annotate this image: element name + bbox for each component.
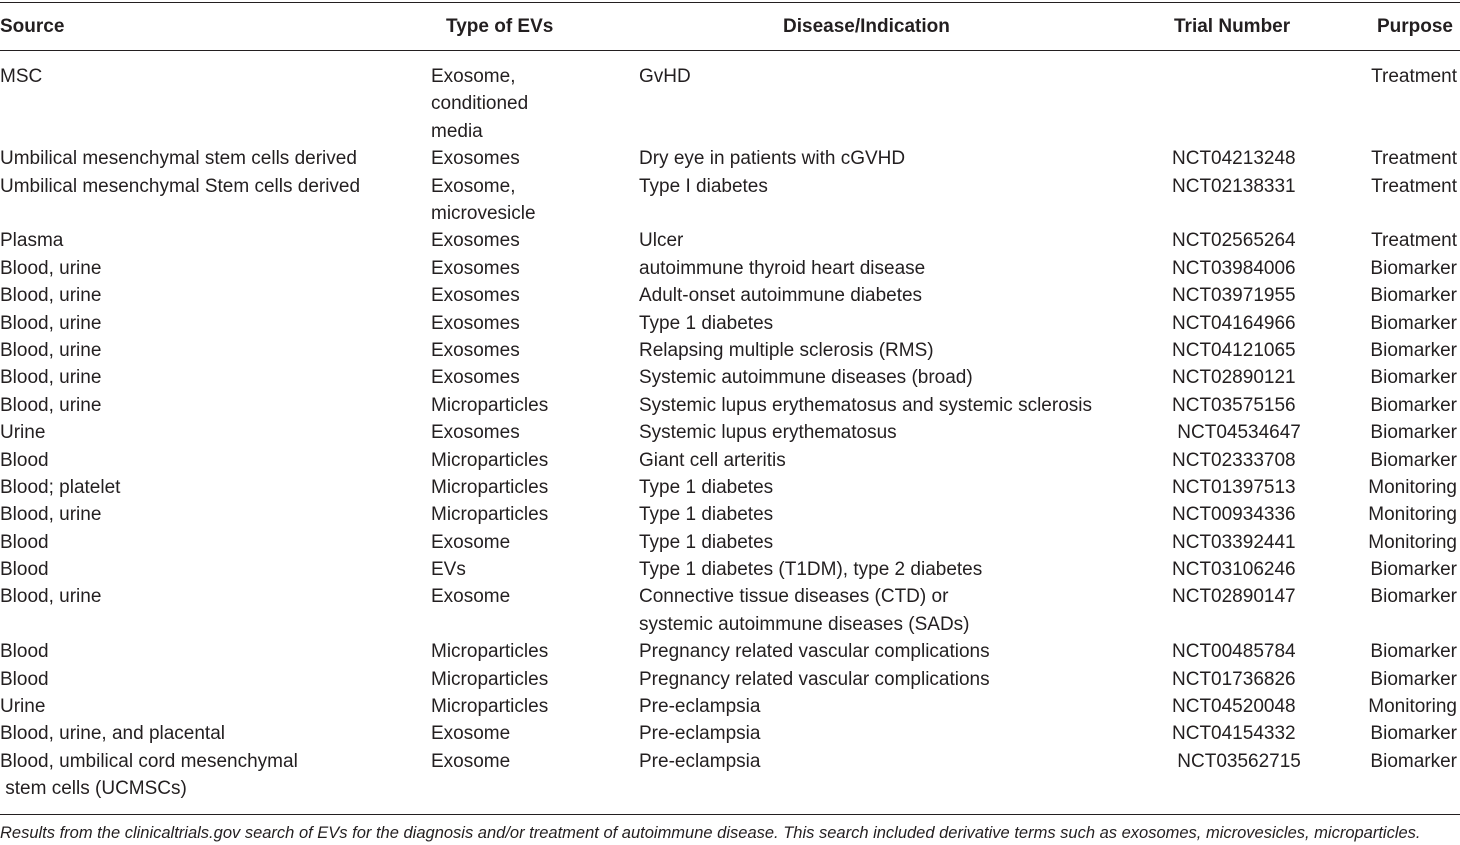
cell-disease-indication: Pregnancy related vascular complications: [639, 641, 990, 663]
cell-trial-number: NCT02890121: [1172, 367, 1296, 389]
cell-trial-number: NCT03106246: [1172, 559, 1296, 581]
cell-source: Blood: [0, 668, 49, 690]
cell-type-of-evs: Microparticles: [431, 394, 549, 416]
cell-disease-indication: Connective tissue diseases (CTD) or systemic autoimmune diseases (SADs): [639, 586, 970, 635]
cell-purpose: Biomarker: [1370, 723, 1457, 745]
cell-disease-indication: Systemic lupus erythematosus and systemic sclerosis: [639, 394, 1092, 416]
cell-type-of-evs: Exosomes: [431, 285, 520, 307]
cell-trial-number: NCT04164966: [1172, 312, 1296, 334]
cell-type-of-evs: Exosomes: [431, 367, 520, 389]
cell-trial-number: NCT03971955: [1172, 285, 1296, 307]
table-row: [0, 720, 1460, 747]
cell-purpose: Monitoring: [1368, 504, 1457, 526]
cell-disease-indication: autoimmune thyroid heart disease: [639, 257, 926, 279]
cell-source: Blood, urine, and placental: [0, 723, 225, 745]
cell-purpose: Treatment: [1371, 175, 1457, 197]
table-row: [0, 310, 1460, 337]
table-row: [0, 255, 1460, 282]
cell-type-of-evs: Exosome: [431, 750, 511, 772]
table-row: [0, 63, 1460, 145]
cell-purpose: Biomarker: [1370, 449, 1457, 471]
cell-source: Blood: [0, 531, 49, 553]
cell-trial-number: NCT04154332: [1172, 723, 1296, 745]
cell-trial-number: NCT02333708: [1172, 449, 1296, 471]
cell-type-of-evs: Microparticles: [431, 696, 549, 718]
cell-purpose: Biomarker: [1370, 339, 1457, 361]
cell-source: Blood; platelet: [0, 476, 121, 498]
cell-source: Blood, urine: [0, 257, 102, 279]
cell-purpose: Biomarker: [1370, 750, 1457, 772]
cell-disease-indication: Ulcer: [639, 230, 684, 252]
cell-purpose: Biomarker: [1370, 394, 1457, 416]
cell-source: Blood, urine: [0, 394, 102, 416]
cell-type-of-evs: Microparticles: [431, 449, 549, 471]
table-row: [0, 364, 1460, 391]
cell-source: Umbilical mesenchymal Stem cells derived: [0, 175, 361, 197]
cell-source: Blood, urine: [0, 285, 102, 307]
header-source: Source: [0, 16, 65, 37]
cell-source: Blood, urine: [0, 312, 102, 334]
table-row: [0, 583, 1460, 638]
table-row: [0, 501, 1460, 528]
cell-disease-indication: Type 1 diabetes: [639, 312, 774, 334]
cell-purpose: Biomarker: [1370, 586, 1457, 608]
cell-disease-indication: Type 1 diabetes (T1DM), type 2 diabetes: [639, 559, 983, 581]
cell-disease-indication: Pregnancy related vascular complications: [639, 668, 990, 690]
cell-trial-number: NCT02890147: [1172, 586, 1296, 608]
cell-trial-number: NCT03575156: [1172, 394, 1296, 416]
cell-type-of-evs: Microparticles: [431, 504, 549, 526]
cell-source: Blood: [0, 641, 49, 663]
cell-type-of-evs: Microparticles: [431, 476, 549, 498]
cell-purpose: Biomarker: [1370, 285, 1457, 307]
cell-trial-number: NCT02565264: [1172, 230, 1296, 252]
cell-type-of-evs: Exosome: [431, 531, 511, 553]
cell-purpose: Treatment: [1371, 148, 1457, 170]
table-row: [0, 474, 1460, 501]
cell-type-of-evs: Exosomes: [431, 312, 520, 334]
header-purpose: Purpose: [1376, 16, 1453, 37]
cell-trial-number: NCT01397513: [1172, 476, 1296, 498]
table-footnote: Results from the clinicaltrials.gov search of EVs for the diagnosis and/or treatment of autoimmune disease. This search included derivative terms such as exosomes, microvesicles, microparticles.: [0, 824, 1421, 842]
cell-disease-indication: Dry eye in patients with cGVHD: [639, 148, 906, 170]
cell-disease-indication: GvHD: [639, 66, 691, 87]
cell-disease-indication: Type 1 diabetes: [639, 504, 774, 526]
cell-type-of-evs: Exosome, microvesicle: [431, 175, 536, 224]
table-row: [0, 282, 1460, 309]
cell-type-of-evs: Exosomes: [431, 339, 520, 361]
cell-type-of-evs: Exosome: [431, 723, 511, 745]
header-disease-indication: Disease/Indication: [783, 16, 950, 37]
cell-source: Blood: [0, 449, 49, 471]
cell-trial-number: NCT04213248: [1172, 148, 1296, 170]
cell-disease-indication: Type I diabetes: [639, 175, 768, 197]
cell-source: Blood, urine: [0, 504, 102, 526]
cell-purpose: Monitoring: [1368, 476, 1457, 498]
cell-purpose: Treatment: [1371, 230, 1457, 252]
header-type-of-evs: Type of EVs: [446, 16, 554, 37]
table-body: [0, 63, 1460, 803]
table-row: [0, 227, 1460, 254]
cell-source: Urine: [0, 696, 46, 718]
cell-trial-number: NCT04520048: [1172, 696, 1296, 718]
cell-disease-indication: Type 1 diabetes: [639, 476, 774, 498]
table-row: [0, 392, 1460, 419]
cell-purpose: Biomarker: [1370, 367, 1457, 389]
cell-source: Urine: [0, 422, 46, 444]
cell-type-of-evs: Microparticles: [431, 668, 549, 690]
table-row: [0, 693, 1460, 720]
cell-disease-indication: Giant cell arteritis: [639, 449, 786, 471]
cell-trial-number: NCT00934336: [1172, 504, 1296, 526]
table-row: [0, 529, 1460, 556]
cell-source: Blood, urine: [0, 586, 102, 608]
cell-trial-number: NCT03984006: [1172, 257, 1296, 279]
cell-purpose: Biomarker: [1370, 641, 1457, 663]
cell-trial-number: NCT03392441: [1172, 531, 1296, 553]
header-rule: [0, 50, 1460, 51]
cell-disease-indication: Systemic autoimmune diseases (broad): [639, 367, 973, 389]
cell-trial-number: NCT03562715: [1172, 750, 1301, 772]
cell-purpose: Monitoring: [1368, 531, 1457, 553]
table-row: [0, 337, 1460, 364]
cell-disease-indication: Systemic lupus erythematosus: [639, 422, 897, 444]
table-row: [0, 419, 1460, 446]
table-row: [0, 666, 1460, 693]
cell-trial-number: NCT00485784: [1172, 641, 1296, 663]
cell-purpose: Treatment: [1371, 66, 1457, 87]
cell-disease-indication: Relapsing multiple sclerosis (RMS): [639, 339, 934, 361]
cell-purpose: Biomarker: [1370, 312, 1457, 334]
table-row: [0, 145, 1460, 172]
cell-trial-number: NCT01736826: [1172, 668, 1296, 690]
cell-purpose: Biomarker: [1370, 422, 1457, 444]
cell-trial-number: NCT04534647: [1172, 422, 1301, 444]
cell-source: MSC: [0, 66, 43, 87]
cell-purpose: Biomarker: [1370, 559, 1457, 581]
cell-source: Blood: [0, 559, 49, 581]
cell-type-of-evs: Exosomes: [431, 148, 520, 170]
cell-source: Plasma: [0, 230, 64, 252]
cell-type-of-evs: Exosome, conditioned media: [431, 66, 529, 142]
cell-source: Blood, urine: [0, 339, 102, 361]
table-row: [0, 556, 1460, 583]
cell-source: Blood, umbilical cord mesenchymal stem cells (UCMSCs): [0, 750, 298, 800]
table-row: [0, 748, 1460, 803]
cell-source: Umbilical mesenchymal stem cells derived: [0, 148, 357, 170]
cell-type-of-evs: EVs: [431, 559, 466, 581]
cell-trial-number: NCT04121065: [1172, 339, 1296, 361]
cell-type-of-evs: Exosomes: [431, 230, 520, 252]
cell-disease-indication: Pre-eclampsia: [639, 750, 761, 772]
cell-purpose: Monitoring: [1368, 696, 1457, 718]
table-row: [0, 173, 1460, 228]
cell-purpose: Biomarker: [1370, 668, 1457, 690]
cell-type-of-evs: Exosomes: [431, 422, 520, 444]
cell-type-of-evs: Microparticles: [431, 641, 549, 663]
cell-type-of-evs: Exosomes: [431, 257, 520, 279]
table-row: [0, 638, 1460, 665]
cell-disease-indication: Type 1 diabetes: [639, 531, 774, 553]
cell-disease-indication: Adult-onset autoimmune diabetes: [639, 285, 923, 307]
cell-disease-indication: Pre-eclampsia: [639, 723, 761, 745]
cell-purpose: Biomarker: [1370, 257, 1457, 279]
header-trial-number: Trial Number: [1174, 16, 1291, 37]
cell-source: Blood, urine: [0, 367, 102, 389]
table-top-rule: [0, 2, 1460, 3]
cell-trial-number: NCT02138331: [1172, 175, 1296, 197]
table-bottom-rule: [0, 814, 1460, 815]
cell-type-of-evs: Exosome: [431, 586, 511, 608]
table-row: [0, 447, 1460, 474]
cell-disease-indication: Pre-eclampsia: [639, 696, 761, 718]
